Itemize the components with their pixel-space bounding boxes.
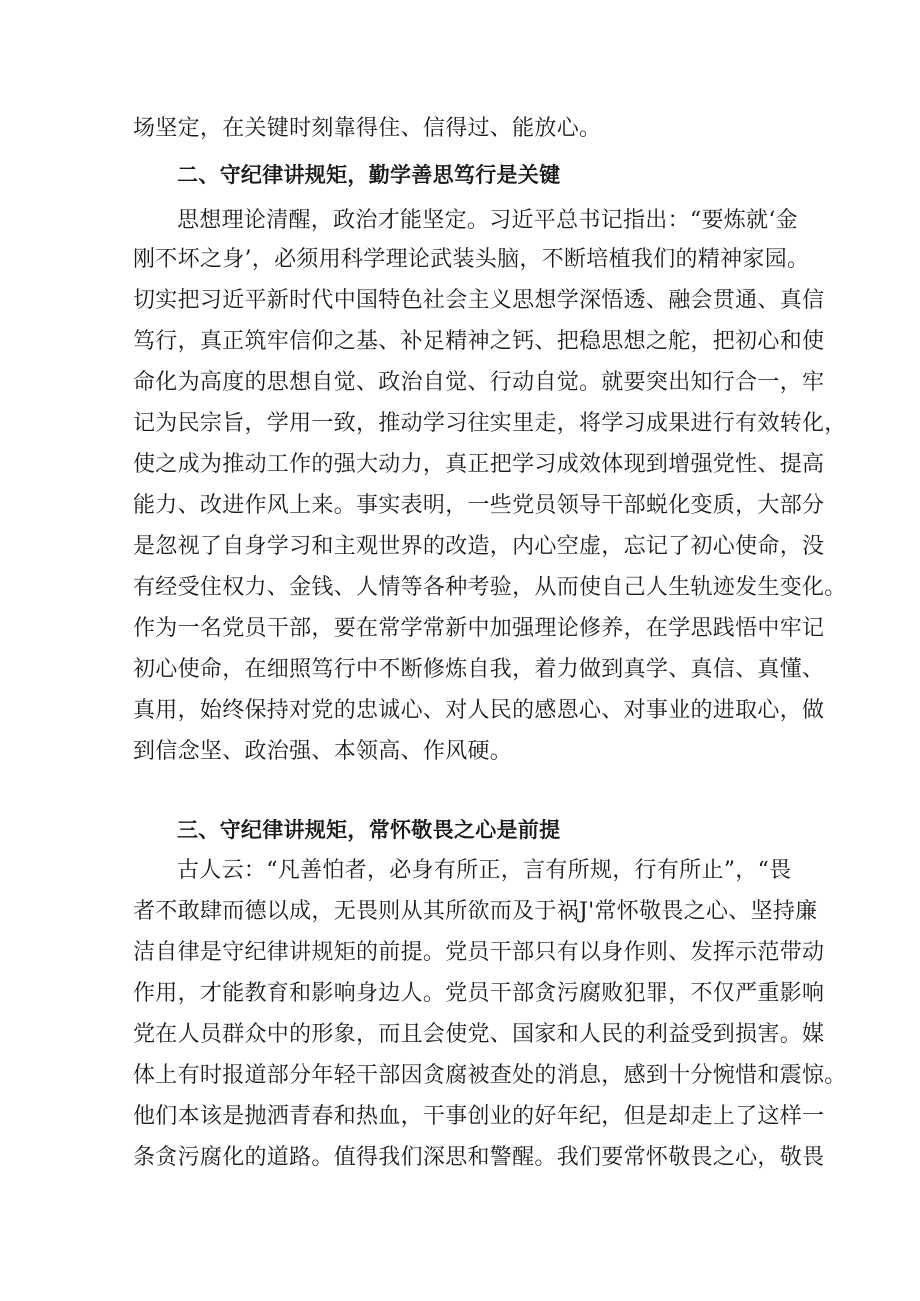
paragraph-line: 笃行，真正筑牢信仰之基、补足精神之钙、把稳思想之舵，把初心和使 [133, 329, 825, 354]
paragraph-line: 是忽视了自身学习和主观世界的改造，内心空虚，忘记了初心使命，没 [133, 534, 825, 559]
paragraph-line: 使之成为推动工作的强大动力，真正把学习成效体现到增强党性、提高 [133, 452, 825, 477]
section-heading-2: 二、守纪律讲规矩，勤学善思笃行是关键 [177, 163, 561, 187]
paragraph-line: 能力、改进作风上来。事实表明，一些党员领导干部蜕化变质，大部分 [133, 493, 825, 518]
paragraph-line: 他们本该是抛洒青春和热血，干事创业的好年纪，但是却走上了这样一 [133, 1104, 825, 1129]
paragraph-line: 条贪污腐化的道路。值得我们深思和警醒。我们要常怀敬畏之心，敬畏 [133, 1145, 825, 1170]
paragraph-line: 洁自律是守纪律讲规矩的前提。党员干部只有以身作则、发挥示范带动 [133, 940, 825, 965]
section-heading-3: 三、守纪律讲规矩，常怀敬畏之心是前提 [177, 818, 561, 842]
paragraph-line: 党在人员群众中的形象，而且会使党、国家和人民的利益受到损害。媒 [133, 1022, 825, 1047]
paragraph-line: 者不敢肆而德以成，无畏则从其所欲而及于祸J'常怀敬畏之心、坚持廉 [133, 899, 818, 924]
paragraph-line: 有经受住权力、金钱、人情等各种考验，从而使自己人生轨迹发生变化。 [133, 575, 847, 600]
paragraph-line: 真用，始终保持对党的忠诚心、对人民的感恩心、对事业的进取心，做 [133, 698, 825, 723]
paragraph-line: 切实把习近平新时代中国特色社会主义思想学深悟透、融会贯通、真信 [133, 288, 825, 313]
paragraph-line: 古人云：“凡善怕者，必身有所正，言有所规，行有所止”，“畏 [177, 858, 792, 883]
paragraph-line: 体上有时报道部分年轻干部因贪腐被查处的消息，感到十分惋惜和震惊。 [133, 1063, 847, 1088]
paragraph-line: 作用，才能教育和影响身边人。党员干部贪污腐败犯罪，不仅严重影响 [133, 981, 825, 1006]
paragraph-line: 刚不坏之身’，必须用科学理论武装头脑，不断培植我们的精神家园。 [133, 247, 810, 272]
paragraph-line: 记为民宗旨，学用一致，推动学习往实里走，将学习成果进行有效转化， [133, 411, 847, 436]
paragraph-line: 命化为高度的思想自觉、政治自觉、行动自觉。就要突出知行合一，牢 [133, 370, 825, 395]
paragraph-line: 初心使命，在细照笃行中不断修炼自我，着力做到真学、真信、真懂、 [133, 657, 825, 682]
paragraph-line: 作为一名党员干部，要在常学常新中加强理论修养，在学思践悟中牢记 [133, 616, 825, 641]
paragraph-line: 场坚定，在关键时刻靠得住、信得过、能放心。 [133, 116, 602, 141]
paragraph-line: 思想理论清醒，政治才能坚定。习近平总书记指出：“要炼就‘金 [177, 208, 798, 233]
paragraph-line: 到信念坚、政治强、本领高、作风硬。 [133, 739, 513, 764]
